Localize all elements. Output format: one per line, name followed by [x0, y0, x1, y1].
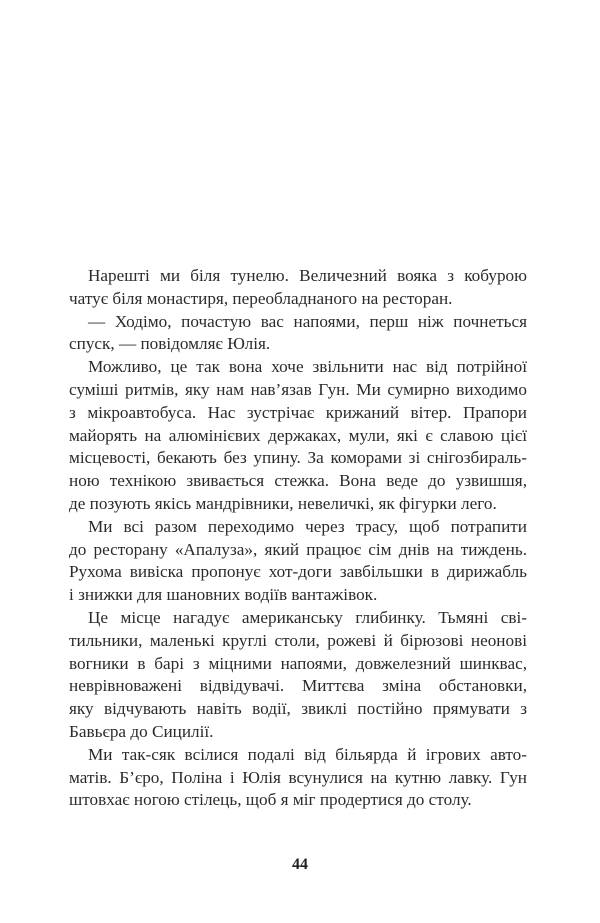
paragraph — [69, 516, 527, 607]
text-line: — Ходімо, почастую вас напоями, перш ніж почнеться — [88, 311, 527, 331]
text-line: Можливо, це так вона хоче звільнити нас від потрійної — [88, 357, 527, 377]
text-line: штовхає ногою стілець, щоб я міг продертися до столу. — [69, 790, 472, 810]
text-line: і знижки для шановних водіїв вантажівок. — [69, 585, 378, 605]
text-line: ною технікою звивається стежка. Вона веде до узвишшя, — [69, 471, 527, 491]
text-line: Ми так-сяк всілися подалі від більярда й ігрових авто- — [88, 744, 527, 764]
text-line: неврівноважені відвідувачі. Миттєва зміна обстановки, — [69, 676, 527, 696]
text-line: Рухома вивіска пропонує хот-доги завбільшки в дирижабль — [69, 562, 527, 582]
text-line: Це місце нагадує американську глибинку. Тьмяні сві- — [88, 607, 527, 627]
text-line: майорять на алюмінієвих держаках, мули, які є славою цієї — [69, 425, 527, 445]
paragraph — [69, 356, 527, 516]
text-line: яку відчувають навіть водії, звиклі постійно прямувати з — [69, 699, 527, 719]
paragraph — [69, 607, 527, 744]
text-line: до ресторану «Апалуза», який працює сім днів на тиждень. — [69, 539, 527, 559]
paragraph — [69, 311, 527, 357]
text-line: чатує біля монастиря, переобладнаного на ресторан. — [69, 288, 453, 308]
text-line: Ми всі разом переходимо через трасу, щоб потрапити — [88, 516, 527, 536]
paragraph — [69, 265, 527, 311]
text-line: місцевості, бекають без упину. За коморами зі снігозбираль- — [69, 448, 527, 468]
text-line: суміші ритмів, яку нам нав’язав Гун. Ми сумирно виходимо — [69, 379, 527, 399]
text-line: Бавьєра до Сицилії. — [69, 721, 214, 741]
page-number: 44 — [292, 856, 308, 873]
paragraph — [69, 744, 527, 812]
text-line: вогники в барі з міцними напоями, довжелезний шинквас, — [69, 653, 527, 673]
body-text — [69, 265, 527, 812]
text-line: з мікроавтобуса. Нас зустрічає крижаний вітер. Прапори — [69, 402, 527, 422]
text-line: тильники, маленькі круглі столи, рожеві й бірюзові неонові — [69, 630, 527, 650]
text-line: спуск, — повідомляє Юлія. — [69, 334, 271, 354]
text-line: де позують якісь мандрівники, невеличкі, як фігурки лего. — [69, 493, 497, 513]
text-line: Нарешті ми біля тунелю. Величезний вояка з кобурою — [88, 266, 527, 285]
text-line: матів. Б’єро, Поліна і Юлія всунулися на кутню лавку. Гун — [69, 767, 527, 787]
